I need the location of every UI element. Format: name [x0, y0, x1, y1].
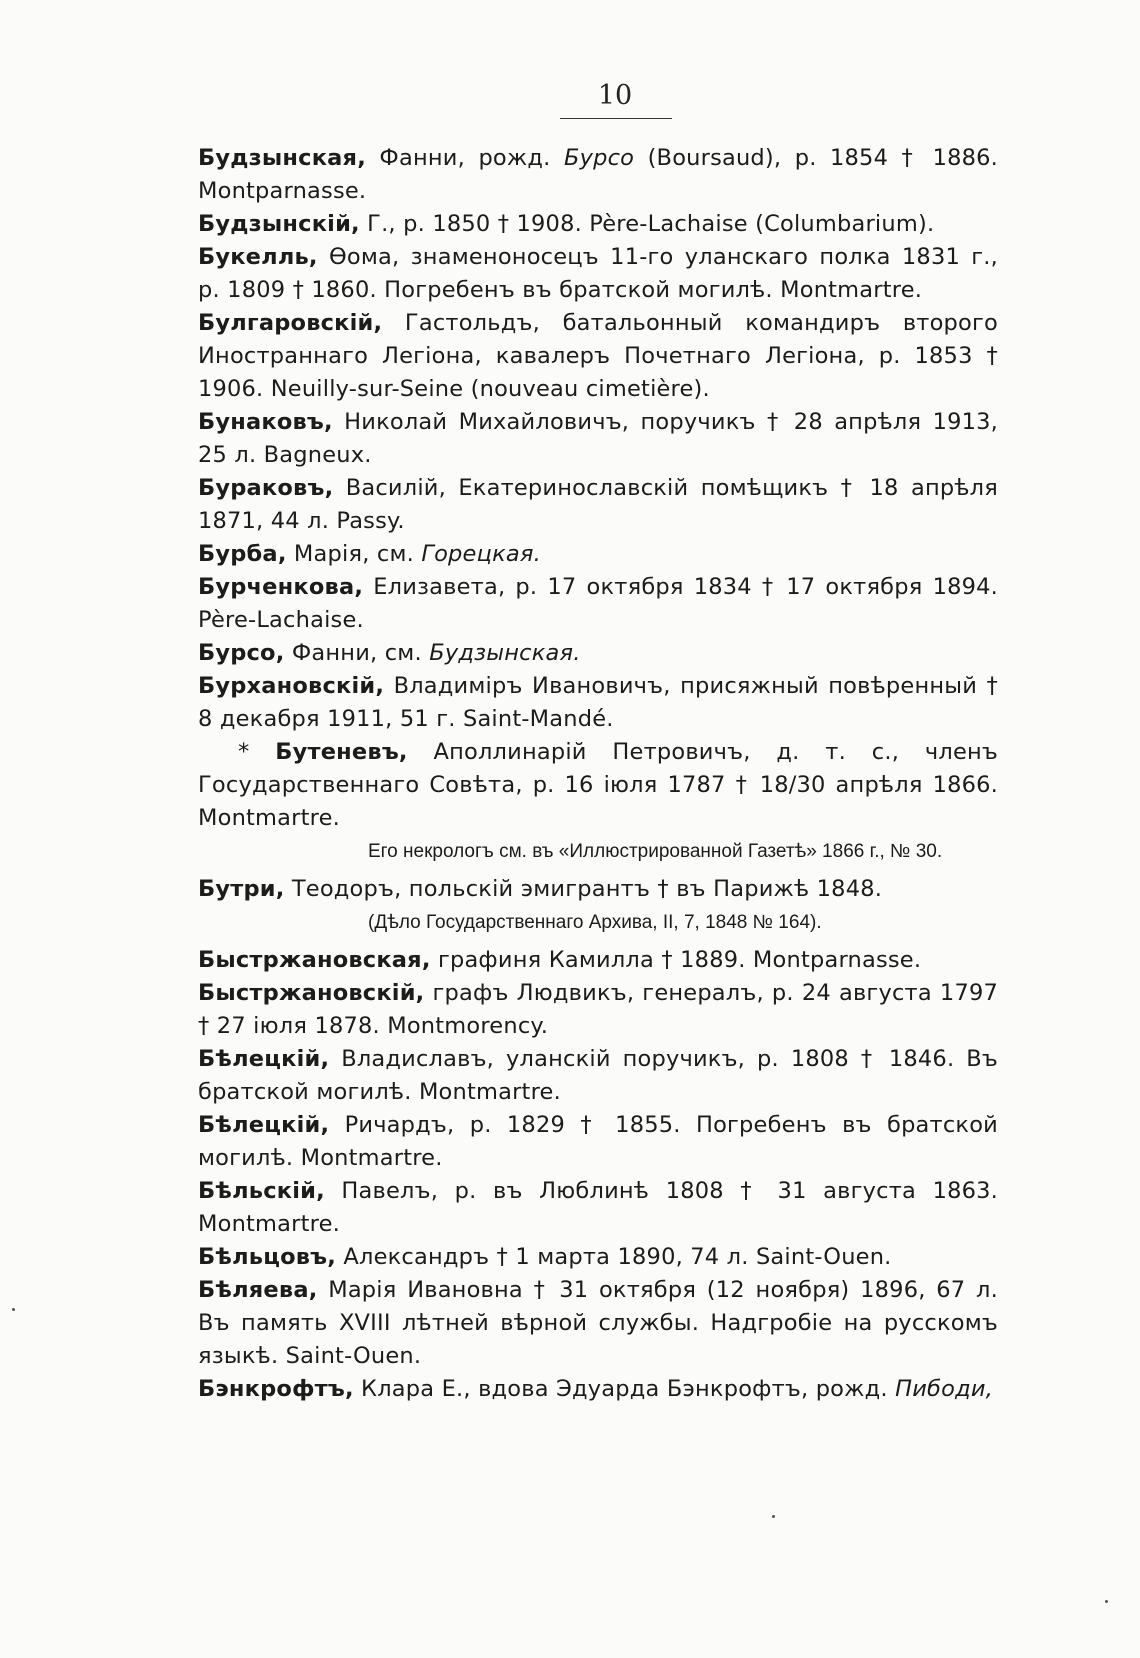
entry: Быстржановская, графиня Камилла † 1889. Montparnasse. [198, 947, 922, 973]
footnote: (Дѣло Государственнаго Архива, II, 7, 1848 № 164). [368, 912, 822, 933]
page-number: 10 [597, 80, 633, 111]
entry-name: Бурсо, [198, 640, 285, 666]
entry-name: Бѣльцовъ, [198, 1244, 337, 1270]
entry: Бѣльскій, Павелъ, р. въ Люблинѣ 1808 † 31 августа 1863. Montmartre. [198, 1178, 998, 1237]
entry: * Бутеневъ, Аполлинарій Петровичъ, д. т. с., членъ Государственнаго Совѣта, р. 16 іюля 1787 † 18/30 апрѣля 1866. Montmartre. [198, 739, 998, 831]
entry: Бунаковъ, Николай Михайловичъ, поручикъ † 28 апрѣля 1913, 25 л. Bagneux. [198, 409, 998, 468]
entry: Булгаровскій, Гастольдъ, батальонный командиръ второго Иностраннаго Легіона, кавалеръ Почетнаго Легіона, р. 1853 † 1906. Neuilly-sur-Seine (nouveau cimetière). [198, 310, 998, 402]
entry-name: Букелль, [198, 244, 318, 270]
entry-name: Бѣльскій, [198, 1178, 325, 1204]
entry-name: Бэнкрофтъ, [198, 1376, 354, 1402]
entry-name: Бурба, [198, 541, 287, 567]
entry-name: Будзынская, [198, 145, 366, 171]
entry-name: Бутри, [198, 876, 285, 902]
footnote: Его некрологъ см. въ «Иллюстрированной Газетѣ» 1866 г., № 30. [368, 841, 943, 862]
entry-name: Бурхановскій, [198, 673, 385, 699]
entry: Бурсо, Фанни, см. Будзынская. [198, 640, 581, 666]
scan-speck [1105, 1600, 1108, 1603]
entry-name: Бунаковъ, [198, 409, 333, 435]
entry: Будзынская, Фанни, рожд. Бурсо (Boursaud), р. 1854 † 1886. Montparnasse. [198, 145, 998, 204]
entry: Быстржановскій, графъ Людвикъ, генералъ, р. 24 августа 1797 † 27 іюля 1878. Montmorency. [198, 980, 998, 1039]
entries-list [198, 142, 998, 1406]
entry-name: Булгаровскій, [198, 310, 383, 336]
entry: Бѣльцовъ, Александръ † 1 марта 1890, 74 л. Saint-Ouen. [198, 1244, 892, 1270]
entry: Бутри, Теодоръ, польскій эмигрантъ † въ Парижѣ 1848. [198, 876, 883, 902]
entry: Бэнкрофтъ, Клара Е., вдова Эдуарда Бэнкрофтъ, рожд. Пибоди, [198, 1376, 994, 1402]
entry: Бурба, Марія, см. Горецкая. [198, 541, 541, 567]
entry: Бѣлецкій, Ричардъ, р. 1829 † 1855. Погребенъ въ братской могилѣ. Montmartre. [198, 1112, 998, 1171]
entry: Бурченкова, Елизавета, р. 17 октября 1834 † 17 октября 1894. Père-Lachaise. [198, 574, 998, 633]
entry: Бѣлецкій, Владиславъ, уланскій поручикъ, р. 1808 † 1846. Въ братской могилѣ. Montmartre. [198, 1046, 998, 1105]
entry: Будзынскій, Г., р. 1850 † 1908. Père-Lachaise (Columbarium). [198, 211, 935, 237]
entry-name: Бѣлецкій, [198, 1112, 330, 1138]
entry-name: Будзынскій, [198, 211, 360, 237]
entry-name: Быстржановскій, [198, 980, 425, 1006]
entry-name: Бѣлецкій, [198, 1046, 330, 1072]
entry-name: Быстржановская, [198, 947, 431, 973]
entry: Бурхановскій, Владиміръ Ивановичъ, присяжный повѣренный † 8 декабря 1911, 51 г. Saint-Mandé. [198, 673, 998, 732]
entry-name: Бѣляева, [198, 1277, 318, 1303]
scan-speck [12, 1308, 15, 1311]
entry-name: Бутеневъ, [275, 739, 408, 765]
entry: Бѣляева, Марія Ивановна † 31 октября (12 ноября) 1896, 67 л. Въ память XVIII лѣтней вѣрной службы. Надгробіе на русскомъ языкѣ. Saint-Ouen. [198, 1277, 998, 1369]
entry: Букелль, Ѳома, знаменоносецъ 11-го уланскаго полка 1831 г., р. 1809 † 1860. Погребенъ въ братской могилѣ. Montmartre. [198, 244, 998, 303]
page-number-rule [560, 118, 672, 119]
entry: Бураковъ, Василій, Екатеринославскій помѣщикъ † 18 апрѣля 1871, 44 л. Passy. [198, 475, 998, 534]
entry-name: Бураковъ, [198, 475, 334, 501]
entry-name: Бурченкова, [198, 574, 364, 600]
scan-speck [772, 1515, 775, 1518]
